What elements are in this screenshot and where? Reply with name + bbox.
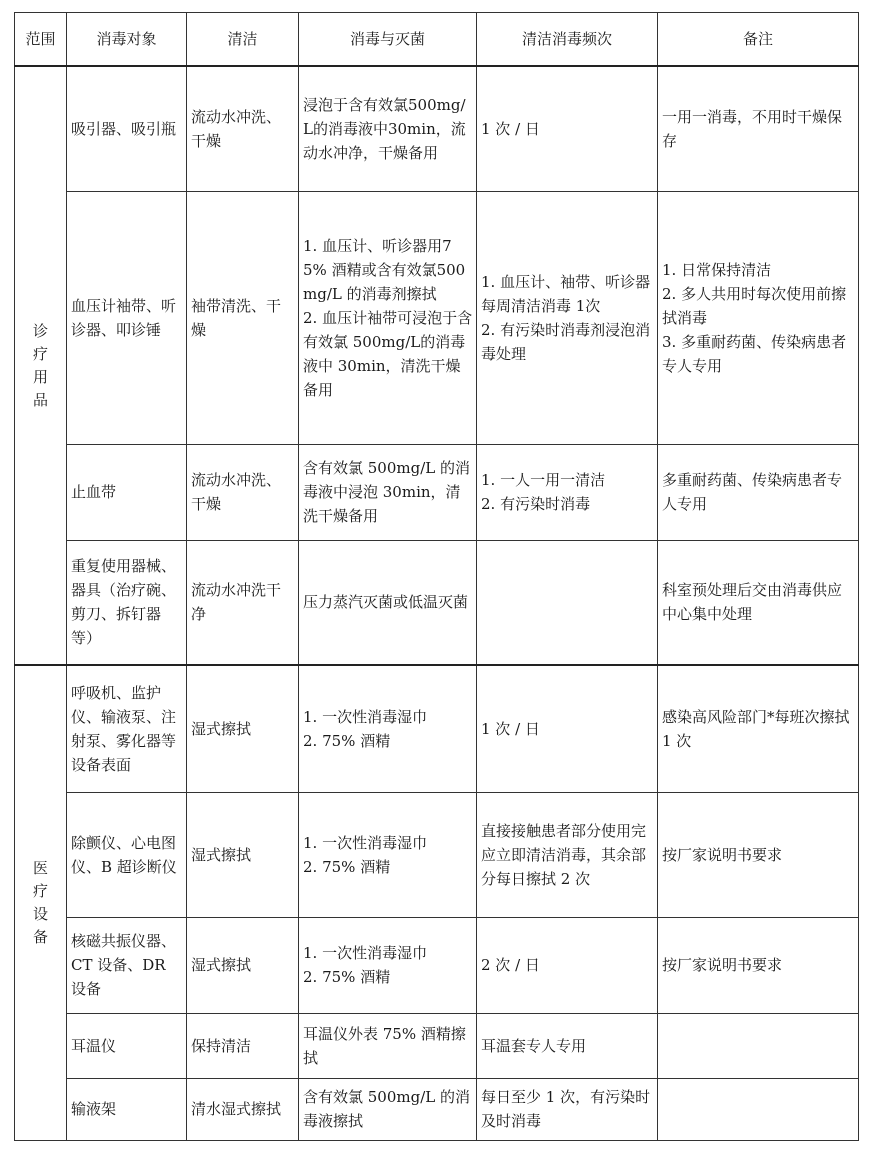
cell-note — [658, 1013, 859, 1078]
cell-clean: 湿式擦拭 — [187, 792, 299, 917]
cell-object: 除颤仪、心电图仪、B 超诊断仪 — [67, 792, 187, 917]
disinfection-table — [14, 12, 859, 1141]
cell-note: 感染高风险部门*每班次擦拭 1 次 — [658, 665, 859, 792]
cell-object: 血压计袖带、听诊器、叩诊锤 — [67, 191, 187, 444]
cell-clean: 湿式擦拭 — [187, 917, 299, 1013]
range-char: 诊 — [32, 321, 48, 340]
cell-disinfect: 含有效氯 500mg/L 的消毒液擦拭 — [299, 1078, 477, 1140]
cell-object: 核磁共振仪器、CT 设备、DR 设备 — [67, 917, 187, 1013]
range-cell-medical-supplies — [15, 66, 67, 665]
range-char: 疗 — [32, 881, 48, 900]
cell-frequency: 每日至少 1 次，有污染时及时消毒 — [477, 1078, 658, 1140]
cell-clean: 清水湿式擦拭 — [187, 1078, 299, 1140]
cell-frequency: 2 次 / 日 — [477, 917, 658, 1013]
cell-object: 呼吸机、监护仪、输液泵、注射泵、雾化器等设备表面 — [67, 665, 187, 792]
cell-object: 耳温仪 — [67, 1013, 187, 1078]
range-char: 品 — [32, 390, 48, 409]
cell-note: 按厂家说明书要求 — [658, 917, 859, 1013]
cell-note: 一用一消毒，不用时干燥保存 — [658, 66, 859, 191]
table-row — [15, 665, 859, 792]
table-row — [15, 66, 859, 191]
cell-note: 多重耐药菌、传染病患者专人专用 — [658, 444, 859, 540]
cell-object: 输液架 — [67, 1078, 187, 1140]
cell-frequency: 耳温套专人专用 — [477, 1013, 658, 1078]
table-row — [15, 444, 859, 540]
cell-clean: 保持清洁 — [187, 1013, 299, 1078]
cell-clean: 流动水冲洗、干燥 — [187, 444, 299, 540]
header-object: 消毒对象 — [67, 13, 187, 67]
cell-clean: 流动水冲洗干净 — [187, 540, 299, 665]
cell-disinfect: 压力蒸汽灭菌或低温灭菌 — [299, 540, 477, 665]
range-char: 备 — [32, 927, 48, 946]
table-row — [15, 540, 859, 665]
cell-disinfect: 浸泡于含有效氯500mg/L的消毒液中30min，流动水冲净，干燥备用 — [299, 66, 477, 191]
cell-disinfect: 1. 血压计、听诊器用75% 酒精或含有效氯500mg/L 的消毒剂擦拭 2. 血压计袖带可浸泡于含有效氯 500mg/L的消毒液中 30min，清洗干燥备用 — [299, 191, 477, 444]
table-row — [15, 1078, 859, 1140]
table-row — [15, 1013, 859, 1078]
cell-note: 按厂家说明书要求 — [658, 792, 859, 917]
disinfection-table-container — [14, 12, 859, 1141]
header-disinfect: 消毒与灭菌 — [299, 13, 477, 67]
range-char: 设 — [32, 904, 48, 923]
cell-clean: 流动水冲洗、干燥 — [187, 66, 299, 191]
cell-disinfect: 1. 一次性消毒湿巾 2. 75% 酒精 — [299, 665, 477, 792]
header-range: 范围 — [15, 13, 67, 67]
cell-object: 吸引器、吸引瓶 — [67, 66, 187, 191]
range-cell-medical-equipment — [15, 665, 67, 1140]
cell-frequency: 直接接触患者部分使用完应立即清洁消毒，其余部分每日擦拭 2 次 — [477, 792, 658, 917]
range-char: 用 — [32, 367, 48, 386]
cell-object: 止血带 — [67, 444, 187, 540]
table-row — [15, 917, 859, 1013]
cell-frequency: 1 次 / 日 — [477, 66, 658, 191]
table-row — [15, 792, 859, 917]
cell-frequency: 1 次 / 日 — [477, 665, 658, 792]
header-note: 备注 — [658, 13, 859, 67]
range-char: 医 — [32, 858, 48, 877]
table-header-row — [15, 13, 859, 67]
cell-frequency: 1. 一人一用一清洁 2. 有污染时消毒 — [477, 444, 658, 540]
cell-frequency: 1. 血压计、袖带、听诊器每周清洁消毒 1次 2. 有污染时消毒剂浸泡消毒处理 — [477, 191, 658, 444]
header-clean: 清洁 — [187, 13, 299, 67]
cell-disinfect: 1. 一次性消毒湿巾 2. 75% 酒精 — [299, 792, 477, 917]
cell-clean: 湿式擦拭 — [187, 665, 299, 792]
cell-object: 重复使用器械、器具（治疗碗、剪刀、拆钉器等） — [67, 540, 187, 665]
cell-note: 科室预处理后交由消毒供应中心集中处理 — [658, 540, 859, 665]
cell-note — [658, 1078, 859, 1140]
header-frequency: 清洁消毒频次 — [477, 13, 658, 67]
cell-note: 1. 日常保持清洁 2. 多人共用时每次使用前擦拭消毒 3. 多重耐药菌、传染病患者专人专用 — [658, 191, 859, 444]
cell-disinfect: 1. 一次性消毒湿巾 2. 75% 酒精 — [299, 917, 477, 1013]
table-row — [15, 191, 859, 444]
cell-disinfect: 耳温仪外表 75% 酒精擦拭 — [299, 1013, 477, 1078]
range-char: 疗 — [32, 344, 48, 363]
cell-frequency — [477, 540, 658, 665]
cell-clean: 袖带清洗、干燥 — [187, 191, 299, 444]
cell-disinfect: 含有效氯 500mg/L 的消毒液中浸泡 30min，清洗干燥备用 — [299, 444, 477, 540]
